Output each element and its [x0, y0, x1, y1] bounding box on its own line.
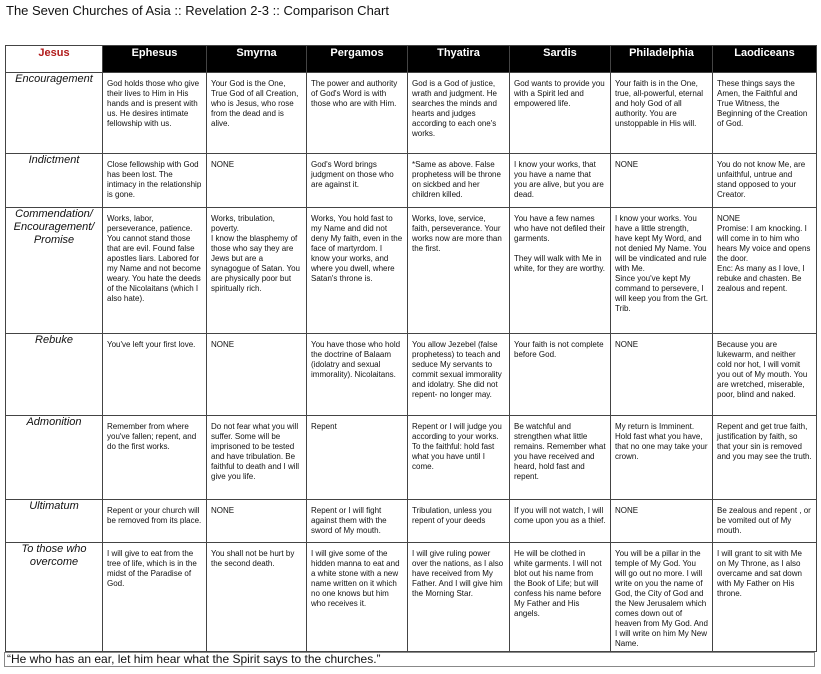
- table-cell: You allow Jezebel (false prophetess) to teach and seduce My servants to commit sexual immorality and idolatry. She did not repent- no longer may.: [408, 334, 510, 416]
- row-label: Commendation/ Encouragement/ Promise: [6, 208, 103, 334]
- table-cell: Works, love, service, faith, perseverance. Your works now are more than the first.: [408, 208, 510, 334]
- table-cell: Works, labor, perseverance, patience. You cannot stand those that are evil. Found false apostles liars. Labored for my Name and not become weary. You hate the deeds of the Nicolaitans (which I also hate).: [103, 208, 207, 334]
- table-cell: God wants to provide you with a Spirit led and empowered life.: [510, 73, 611, 154]
- table-cell: NONE: [207, 154, 307, 208]
- row-rebuke: [6, 334, 817, 416]
- table-cell: Works, tribulation, poverty. I know the blasphemy of those who say they are Jews but are a synagogue of Satan. You are physically poor but spiritually rich.: [207, 208, 307, 334]
- table-cell: NONE: [207, 334, 307, 416]
- table-cell: Repent: [307, 416, 408, 500]
- table-cell: NONE: [611, 154, 713, 208]
- row-label: Indictment: [6, 154, 103, 208]
- column-header-sardis: Sardis: [510, 46, 611, 73]
- table-cell: You shall not be hurt by the second death.: [207, 543, 307, 652]
- table-cell: If you will not watch, I will come upon you as a thief.: [510, 500, 611, 543]
- table-cell: God is a God of justice, wrath and judgment. He searches the minds and hearts and judges according to each one's works.: [408, 73, 510, 154]
- table-cell: Be watchful and strengthen what little remains. Remember what you have received and heard, hold fast and repent.: [510, 416, 611, 500]
- column-header-laodiceans: Laodiceans: [713, 46, 817, 73]
- row-label: Rebuke: [6, 334, 103, 416]
- row-ultimatum: [6, 500, 817, 543]
- row-label: To those who overcome: [6, 543, 103, 652]
- header-row: [6, 46, 817, 73]
- table-cell: You do not know Me, are unfaithful, untrue and stand opposed to your Creator.: [713, 154, 817, 208]
- table-cell: I will give to eat from the tree of life, which is in the midst of the Paradise of God.: [103, 543, 207, 652]
- column-header-philadelphia: Philadelphia: [611, 46, 713, 73]
- table-cell: Do not fear what you will suffer. Some will be imprisoned to be tested and have tribulation. Be faithful to death and I will give you life.: [207, 416, 307, 500]
- footer-quote: “He who has an ear, let him hear what the Spirit says to the churches.”: [4, 652, 815, 667]
- table-cell: Be zealous and repent , or be vomited out of My mouth.: [713, 500, 817, 543]
- table-cell: I know your works. You have a little strength, have kept My Word, and not denied My Name. You will be vindicated and rule with Me. Since you've kept My command to persevere, I will keep you from the Grt. Trib.: [611, 208, 713, 334]
- table-cell: God holds those who give their lives to Him in His hands and is present with us. He desires intimate fellowship with us.: [103, 73, 207, 154]
- table-cell: Repent or I will judge you according to your works. To the faithful: hold fast what you have until I come.: [408, 416, 510, 500]
- table-cell: I will grant to sit with Me on My Throne, as I also overcame and sat down with My Father on His throne.: [713, 543, 817, 652]
- table-cell: Your faith is not complete before God.: [510, 334, 611, 416]
- table-cell: You have a few names who have not defiled their garments. They will walk with Me in white, for they are worthy.: [510, 208, 611, 334]
- corner-label: Jesus: [6, 46, 103, 73]
- table-cell: NONE: [611, 500, 713, 543]
- table-cell: I know your works, that you have a name that you are alive, but you are dead.: [510, 154, 611, 208]
- table-cell: The power and authority of God's Word is with those who are with Him.: [307, 73, 408, 154]
- column-header-smyrna: Smyrna: [207, 46, 307, 73]
- table-cell: NONE: [611, 334, 713, 416]
- table-cell: You will be a pillar in the temple of My God. You will go out no more. I will write on you the name of God, the City of God and the New Jerusalem which comes down out of heaven from My God. And I will write on him My New Name.: [611, 543, 713, 652]
- row-label: Ultimatum: [6, 500, 103, 543]
- column-header-pergamos: Pergamos: [307, 46, 408, 73]
- table-cell: These things says the Amen, the Faithful and True Witness, the Beginning of the Creation of God.: [713, 73, 817, 154]
- table-cell: Works, You hold fast to my Name and did not deny My faith, even in the face of martyrdom. I know your works, and where you dwell, where Satan's throne is.: [307, 208, 408, 334]
- row-overcome: [6, 543, 817, 652]
- row-encouragement: [6, 73, 817, 154]
- table-cell: Repent or your church will be removed from its place.: [103, 500, 207, 543]
- table-cell: I will give ruling power over the nations, as I also have received from My Father. And I will give him the Morning Star.: [408, 543, 510, 652]
- table-cell: Repent or I will fight against them with the sword of My mouth.: [307, 500, 408, 543]
- table-cell: Your faith is in the One, true, all-powerful, eternal and holy God of all authority. You are unstoppable in His will.: [611, 73, 713, 154]
- table-cell: Because you are lukewarm, and neither cold nor hot, I will vomit you out of My mouth. You are wretched, miserable, poor, blind and naked.: [713, 334, 817, 416]
- table-cell: NONE Promise: I am knocking. I will come in to him who hears My voice and opens the door. Enc: As many as I love, I rebuke and chasten. Be zealous and repent.: [713, 208, 817, 334]
- column-header-thyatira: Thyatira: [408, 46, 510, 73]
- table-cell: Remember from where you've fallen; repent, and do the first works.: [103, 416, 207, 500]
- page-title: The Seven Churches of Asia :: Revelation 2-3 :: Comparison Chart: [6, 3, 389, 18]
- row-commendation: [6, 208, 817, 334]
- column-header-ephesus: Ephesus: [103, 46, 207, 73]
- table-cell: You have those who hold the doctrine of Balaam (idolatry and sexual immorality). Nicolaitans.: [307, 334, 408, 416]
- table-cell: NONE: [207, 500, 307, 543]
- table-cell: He will be clothed in white garments. I will not blot out his name from the Book of Life; but will confess his name before My Father and His angels.: [510, 543, 611, 652]
- row-admonition: [6, 416, 817, 500]
- table-cell: *Same as above. False prophetess will be throne on sickbed and her children killed.: [408, 154, 510, 208]
- row-indictment: [6, 154, 817, 208]
- table-cell: Repent and get true faith, justification by faith, so that your sin is removed and you may see the truth.: [713, 416, 817, 500]
- row-label: Admonition: [6, 416, 103, 500]
- table-cell: Your God is the One, True God of all Creation, who is Jesus, who rose from the dead and is alive.: [207, 73, 307, 154]
- table-cell: God's Word brings judgment on those who are against it.: [307, 154, 408, 208]
- table-cell: Tribulation, unless you repent of your deeds: [408, 500, 510, 543]
- table-cell: I will give some of the hidden manna to eat and a white stone with a new name written on it which no one knows but him who receives it.: [307, 543, 408, 652]
- comparison-chart-table: [5, 45, 817, 652]
- table-cell: You've left your first love.: [103, 334, 207, 416]
- table-cell: Close fellowship with God has been lost. The intimacy in the relationship is gone.: [103, 154, 207, 208]
- table-cell: My return is Imminent. Hold fast what you have, that no one may take your crown.: [611, 416, 713, 500]
- row-label: Encouragement: [6, 73, 103, 154]
